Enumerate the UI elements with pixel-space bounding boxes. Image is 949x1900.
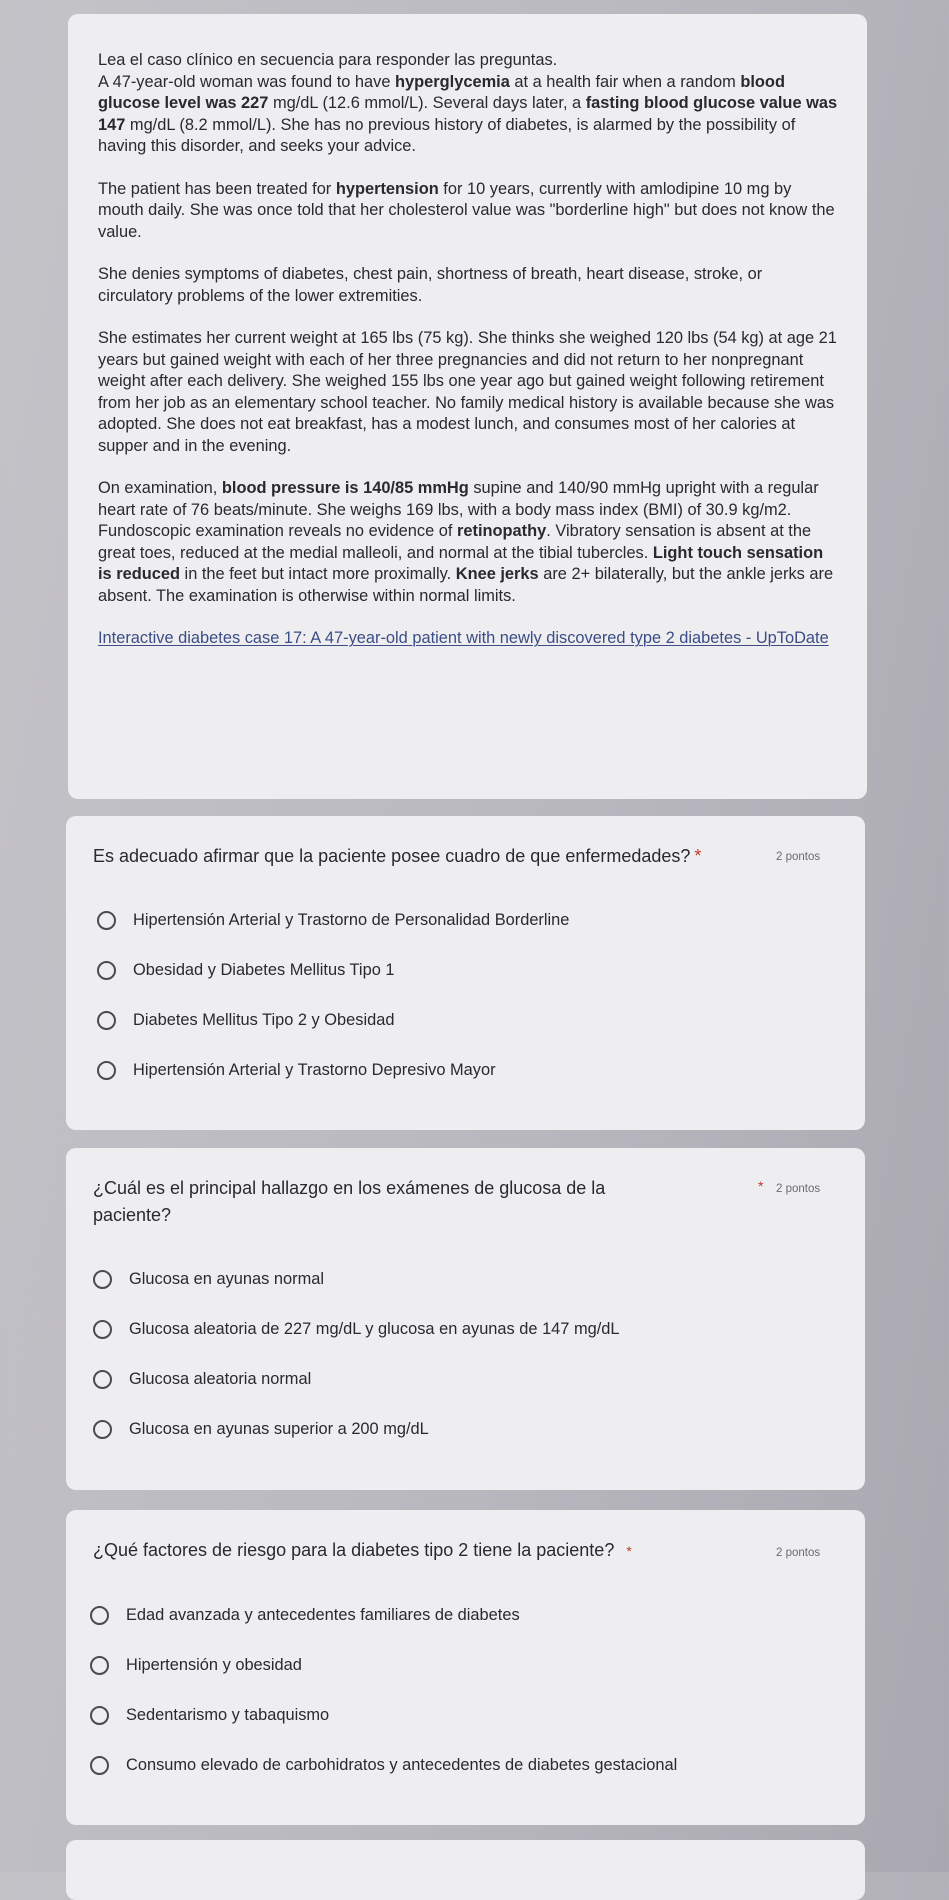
question-points: 2 pontos <box>776 1183 821 1195</box>
case-highlight: blood pressure is 140/85 mmHg <box>221 479 469 497</box>
case-text: mg/dL (12.6 mmol/L). Several days later, a <box>268 94 586 112</box>
case-text: mg/dL (8.2 mmol/L). She has no previous history of diabetes, is alarmed by the possibility of having this disorder, and seeks your advice. <box>98 115 796 155</box>
answer-option-label: Hipertensión Arterial y Trastorno Depresivo Mayor <box>133 1061 496 1079</box>
required-asterisk: * <box>758 1178 764 1194</box>
question-card-2 <box>66 1148 865 1490</box>
answer-option-label: Hipertensión y obesidad <box>126 1656 302 1674</box>
answer-option[interactable] <box>90 1756 677 1775</box>
answer-option[interactable] <box>97 911 569 930</box>
answer-option-label: Hipertensión Arterial y Trastorno de Personalidad Borderline <box>133 911 570 929</box>
radio-button[interactable] <box>90 1706 109 1725</box>
question-text: ¿Cuál es el principal hallazgo en los exámenes de glucosa de la paciente? <box>93 1178 606 1225</box>
answer-option[interactable] <box>93 1370 311 1389</box>
radio-button[interactable] <box>97 911 116 930</box>
case-paragraph-2 <box>98 179 841 244</box>
case-text: A 47-year-old woman was found to have <box>98 72 396 91</box>
reference-paragraph <box>98 628 841 650</box>
answer-option[interactable] <box>97 961 394 980</box>
answer-option[interactable] <box>93 1270 324 1289</box>
radio-button[interactable] <box>93 1320 112 1339</box>
case-text: at a health fair when a random <box>509 72 741 91</box>
radio-button[interactable] <box>97 1011 116 1030</box>
answer-option[interactable] <box>97 1011 394 1030</box>
case-paragraph-3: She denies symptoms of diabetes, chest pain, shortness of breath, heart disease, stroke, or circulatory problems of the lower extremities. <box>98 265 763 305</box>
question-points: 2 pontos <box>776 851 821 863</box>
case-highlight: blood glucose level was 227 <box>98 72 785 112</box>
answer-option[interactable] <box>93 1420 429 1439</box>
answer-option-label: Diabetes Mellitus Tipo 2 y Obesidad <box>133 1011 395 1029</box>
case-description-card <box>68 14 867 799</box>
question-title <box>93 843 773 870</box>
answer-option-label: Glucosa en ayunas normal <box>129 1270 324 1288</box>
case-highlight: hyperglycemia <box>395 72 510 91</box>
case-text: are 2+ bilaterally, but the ankle jerks are absent. The examination is otherwise within normal limits. <box>98 565 834 605</box>
section-instructions: Lea el caso clínico en secuencia para responder las preguntas. <box>98 51 558 69</box>
case-highlight: fasting blood glucose value was 147 <box>98 94 838 134</box>
case-text: The patient has been treated for <box>98 179 336 198</box>
question-text: ¿Qué factores de riesgo para la diabetes tipo 2 tiene la paciente? <box>93 1540 615 1560</box>
case-paragraph-4: She estimates her current weight at 165 lbs (75 kg). She thinks she weighed 120 lbs (54 kg) at age 21 years but gained weight with each of her three pregnancies and did not return to her nonpregnant weight after each delivery. She weighed 155 lbs one year ago but gained weight following retirement from her job as an elementary school teacher. No family medical history is available because she was adopted. She does not eat breakfast, has a modest lunch, and consumes most of her calories at supper and in the evening. <box>98 329 837 455</box>
question-title <box>93 1175 663 1229</box>
radio-button[interactable] <box>93 1270 112 1289</box>
case-highlight: Light touch sensation is reduced <box>98 543 824 583</box>
radio-button[interactable] <box>90 1756 109 1775</box>
question-title <box>93 1537 773 1565</box>
answer-option[interactable] <box>90 1656 302 1675</box>
case-highlight: retinopathy <box>457 522 547 540</box>
case-highlight: hypertension <box>335 179 439 198</box>
answer-option[interactable] <box>90 1706 329 1725</box>
case-text: On examination, <box>98 479 222 497</box>
answer-option[interactable] <box>97 1061 496 1080</box>
radio-button[interactable] <box>90 1656 109 1675</box>
answer-option-label: Edad avanzada y antecedentes familiares de diabetes <box>126 1606 520 1624</box>
answer-option[interactable] <box>90 1606 520 1625</box>
radio-button[interactable] <box>97 961 116 980</box>
question-card-3 <box>66 1510 865 1825</box>
uptodate-reference-link[interactable]: Interactive diabetes case 17: A 47-year-old patient with newly discovered type 2 diabetes - UpToDate <box>98 629 829 647</box>
next-question-card <box>66 1840 865 1900</box>
radio-button[interactable] <box>97 1061 116 1080</box>
answer-option-label: Obesidad y Diabetes Mellitus Tipo 1 <box>133 961 395 979</box>
radio-button[interactable] <box>93 1420 112 1439</box>
question-card-1 <box>66 816 865 1130</box>
required-asterisk: * <box>626 1543 632 1559</box>
answer-option-label: Consumo elevado de carbohidratos y antecedentes de diabetes gestacional <box>126 1756 678 1774</box>
case-highlight: Knee jerks <box>455 565 539 583</box>
question-points: 2 pontos <box>776 1547 821 1559</box>
case-paragraph-1 <box>98 50 841 158</box>
case-text: in the feet but intact more proximally. <box>180 565 456 583</box>
radio-button[interactable] <box>93 1370 112 1389</box>
answer-option-label: Glucosa aleatoria normal <box>129 1370 312 1388</box>
required-asterisk: * <box>694 846 702 866</box>
case-text: supine and 140/90 mmHg upright with a regular heart rate of 76 beats/minute. She weighs 169 lbs, with a body mass index (BMI) of 30.9 kg/m2. Fundoscopic examination reveals no evidence of <box>98 479 819 540</box>
radio-button[interactable] <box>90 1606 109 1625</box>
question-text: Es adecuado afirmar que la paciente posee cuadro de que enfermedades? <box>93 846 691 866</box>
answer-option-label: Sedentarismo y tabaquismo <box>126 1706 330 1724</box>
case-text: for 10 years, currently with amlodipine 10 mg by mouth daily. She was once told that her cholesterol value was "borderline high" but does not know the value. <box>98 179 835 241</box>
case-paragraph-5 <box>98 478 841 607</box>
case-text: . Vibratory sensation is absent at the great toes, reduced at the medial malleoli, and normal at the tibial tubercles. <box>98 522 812 562</box>
answer-option-label: Glucosa en ayunas superior a 200 mg/dL <box>129 1420 429 1438</box>
answer-option-label: Glucosa aleatoria de 227 mg/dL y glucosa en ayunas de 147 mg/dL <box>129 1320 620 1338</box>
answer-option[interactable] <box>93 1320 620 1339</box>
